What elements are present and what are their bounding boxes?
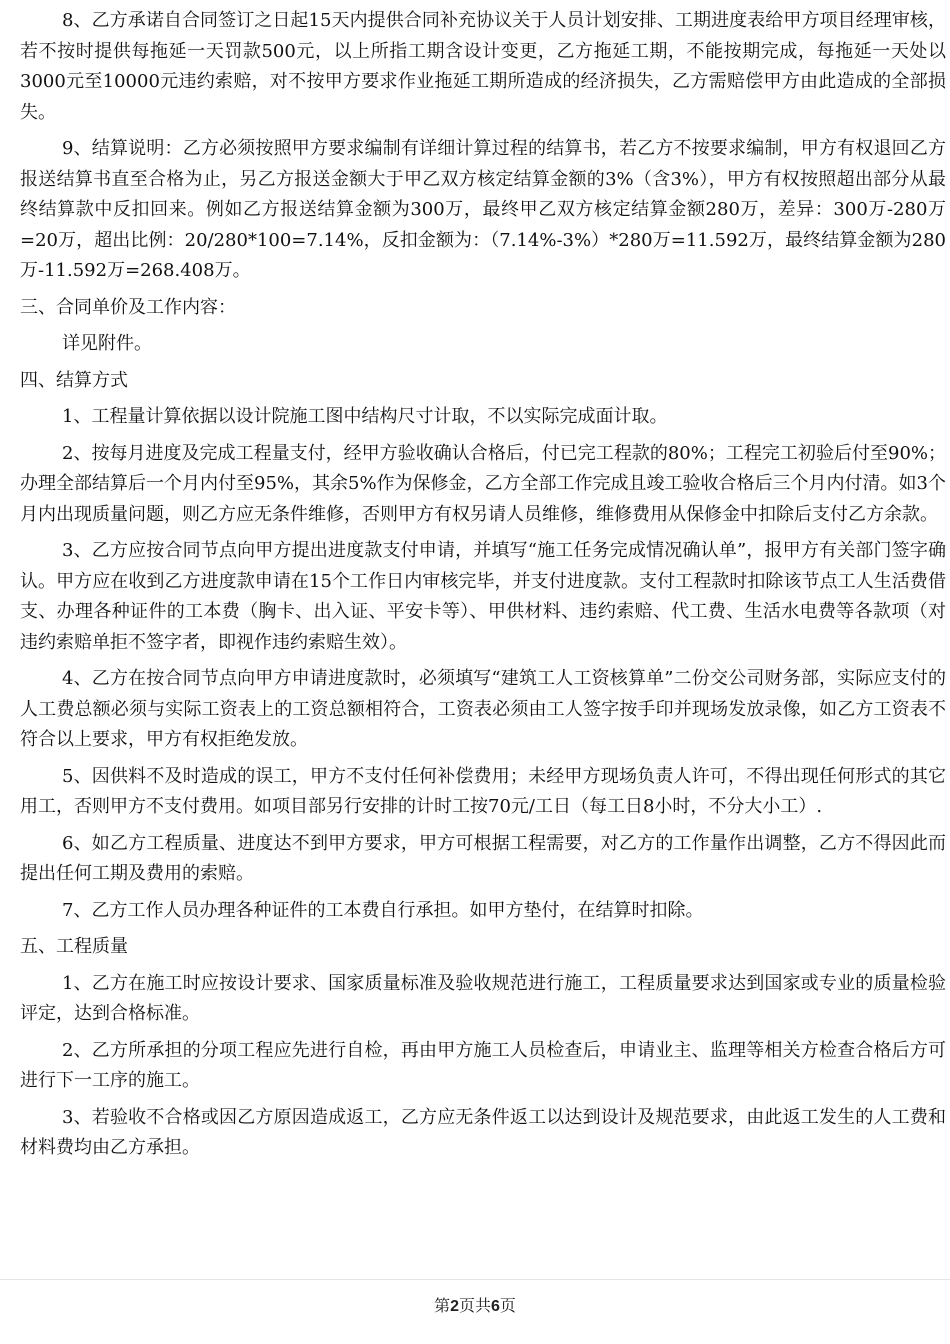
section-4-item-4: 4、乙方在按合同节点向甲方申请进度款时，必须填写“建筑工人工资核算单”二份交公司财务部，实际应支付的人工费总额必须与实际工资表上的工资总额相符合，工资表必须由工人签字按手印并现场发放录像，如乙方工资表不符合以上要求，甲方有权拒绝发放。 bbox=[20, 668, 946, 750]
section-4-item-3: 3、乙方应按合同节点向甲方提出进度款支付申请，并填写“施工任务完成情况确认单”，报甲方有关部门签字确认。甲方应在收到乙方进度款申请在15个工作日内审核完毕，并支付进度款。支付工程款时扣除该节点工人生活费借支、办理各种证件的工本费（胸卡、出入证、平安卡等）、甲供材料、违约索赔、代工费、生活水电费等各款项（对违约索赔单拒不签字者，即视作违约索赔生效）。 bbox=[20, 540, 946, 653]
section-4-item-7: 7、乙方工作人员办理各种证件的工本费自行承担。如甲方垫付，在结算时扣除。 bbox=[62, 899, 704, 921]
section-4-item-5: 5、因供料不及时造成的误工，甲方不支付任何补偿费用；未经甲方现场负责人许可，不得出现任何形式的其它用工，否则甲方不支付费用。如项目部另行安排的计时工按70元/工日（每工日8小时，不分大小工）. bbox=[20, 765, 946, 817]
section-heading-5: 五、工程质量 bbox=[20, 936, 128, 957]
section-5-item-1: 1、乙方在施工时应按设计要求、国家质量标准及验收规范进行施工，工程质量要求达到国家或专业的质量检验评定，达到合格标准。 bbox=[20, 972, 946, 1024]
current-page-number: 2 bbox=[450, 1298, 459, 1315]
clause-9-settlement-note: 9、结算说明：乙方必须按照甲方要求编制有详细计算过程的结算书，若乙方不按要求编制，甲方有权退回乙方报送结算书直至合格为止，另乙方报送金额大于甲乙双方核定结算金额的3%（含3%），甲方有权按照超出部分从最终结算款中反扣回来。例如乙方报送结算金额为300万，最终甲乙双方核定结算金额280万，差异：300万-280万=20万，超出比例：20/280*100=7.14%，反扣金额为：（7.14%-3%）*280万=11.592万，最终结算金额为280万-11.592万=268.408万。 bbox=[20, 138, 946, 281]
section-5-item-2: 2、乙方所承担的分项工程应先进行自检，再由甲方施工人员检查后，申请业主、监理等相关方检查合格后方可进行下一工序的施工。 bbox=[20, 1039, 946, 1091]
footer-divider bbox=[0, 1279, 950, 1280]
document-body bbox=[20, 6, 946, 1170]
section-4-item-2: 2、按每月进度及完成工程量支付，经甲方验收确认合格后，付已完工程款的80%；工程完工初验后付至90%；办理全部结算后一个月内付至95%，其余5%作为保修金，乙方全部工作完成且竣工验收合格后三个月内付清。如3个月内出现质量问题，则乙方应无条件维修，否则甲方有权另请人员维修，维修费用从保修金中扣除后支付乙方余款。 bbox=[20, 442, 947, 525]
clause-8: 8、乙方承诺自合同签订之日起15天内提供合同补充协议关于人员计划安排、工期进度表给甲方项目经理审核，若不按时提供每拖延一天罚款500元，以上所指工期含设计变更，乙方拖延工期，不能按期完成，每拖延一天处以3000元至10000元违约索赔，对不按甲方要求作业拖延工期所造成的经济损失，乙方需赔偿甲方由此造成的全部损失。 bbox=[20, 10, 946, 123]
section-heading-3: 三、合同单价及工作内容： bbox=[20, 296, 236, 318]
page-footer bbox=[0, 1292, 950, 1323]
footer-middle: 页共 bbox=[458, 1298, 491, 1315]
section-4-item-6: 6、如乙方工程质量、进度达不到甲方要求，甲方可根据工程需要，对乙方的工作量作出调整，乙方不得因此而提出任何工期及费用的索赔。 bbox=[20, 832, 946, 884]
section-3-body: 详见附件。 bbox=[62, 333, 152, 354]
footer-suffix: 页 bbox=[499, 1298, 516, 1315]
section-4-item-1: 1、工程量计算依据以设计院施工图中结构尺寸计取，不以实际完成面计取。 bbox=[62, 406, 668, 427]
total-page-count: 6 bbox=[491, 1298, 500, 1315]
footer-prefix: 第 bbox=[434, 1298, 451, 1315]
section-heading-4: 四、结算方式 bbox=[20, 369, 128, 391]
section-5-item-3: 3、若验收不合格或因乙方原因造成返工，乙方应无条件返工以达到设计及规范要求，由此返工发生的人工费和材料费均由乙方承担。 bbox=[20, 1106, 946, 1158]
